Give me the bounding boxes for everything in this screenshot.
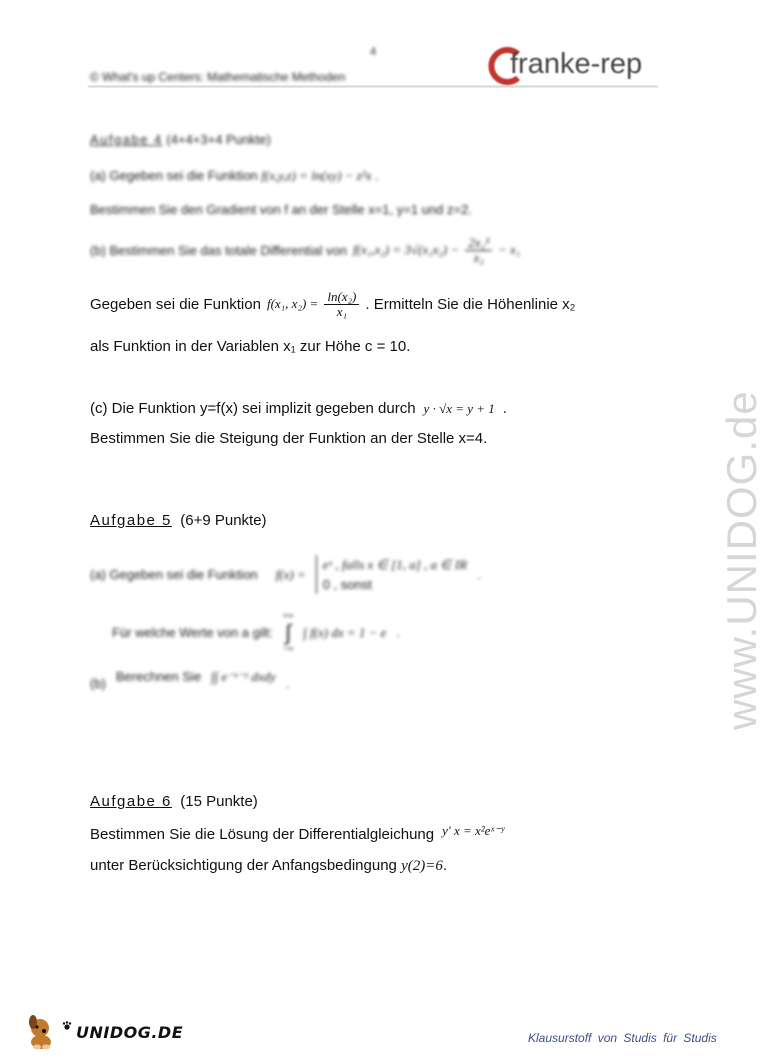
aufgabe4-c-line2: Bestimmen Sie die Steigung der Funktion an der Stelle x=4. [90,430,488,447]
footer-logo [24,1014,183,1050]
aufgabe4-b-line1: (b) Bestimmen Sie das totale Differential von f(x₁,x₂) = 3√(x₁x₂) − $\frac{\text{2x₁³}}{\text{x₂}}$ − x₁ [90,235,521,265]
paw-icon [62,1021,72,1031]
dog-icon [24,1014,58,1050]
aufgabe5-heading: Aufgabe 5 (6+9 Punkte) [90,512,267,529]
aufgabe4-b-line3: als Funktion in der Variablen x₁ zur Höhe c = 10. [90,338,411,355]
header-rule [88,86,658,87]
aufgabe5-a-line2: Für welche Werte von a gilt: +∞ ∫ −∞ ∫ f(x) dx = 1 − e . [112,611,401,653]
aufgabe5-a-line1: (a) Gegeben sei die Funktion f(x) = eˣ , falls x ∈ [1, a] , a ∈ IR 0 , sonst . [90,555,481,594]
logo-text: franke-rep [510,48,643,80]
aufgabe6-line2: unter Berücksichtigung der Anfangsbedingung y(2)=6. [90,857,448,874]
aufgabe4-heading: Aufgabe 4 (4+4+3+4 Punkte) [90,132,271,147]
aufgabe6-heading: Aufgabe 6 (15 Punkte) [90,793,258,810]
footer-logo-text: UNIDOG.DE [76,1022,184,1042]
aufgabe4-c-line1: (c) Die Funktion y=f(x) sei implizit gegeben durch y · √x = y + 1 . [90,400,507,417]
aufgabe4-b-line2: Gegeben sei die Funktion f(x₁, x₂) = $\frac{\text{ln(x₂)}}{\text{x₁}}$ . Ermitteln Sie die Höhenlinie x₂ [90,289,576,319]
page-number: 4 [370,46,377,58]
aufgabe6-line1: Bestimmen Sie die Lösung der Differentialgleichung y′ x = x²eˣ⁻ʸ [90,822,505,843]
footer-tagline: Klausurstoff von Studis für Studis [528,1031,717,1045]
aufgabe4-a-line1: (a) Gegeben sei die Funktion f(x,y,z) = ln(xy) − z²x . [90,168,379,183]
header-logo [488,44,663,86]
aufgabe4-a-line2: Bestimmen Sie den Gradient von f an der Stelle x=1, y=1 und z=2. [90,202,472,217]
aufgabe5-b-line: (b) Berechnen Sie ∫∫ e⁻ˣ⁻ʸ dxdy . [90,668,290,691]
header-left-text: © What's up Centers: Mathematische Methoden [90,70,346,84]
watermark: www.UNIDOG.de [718,390,765,730]
